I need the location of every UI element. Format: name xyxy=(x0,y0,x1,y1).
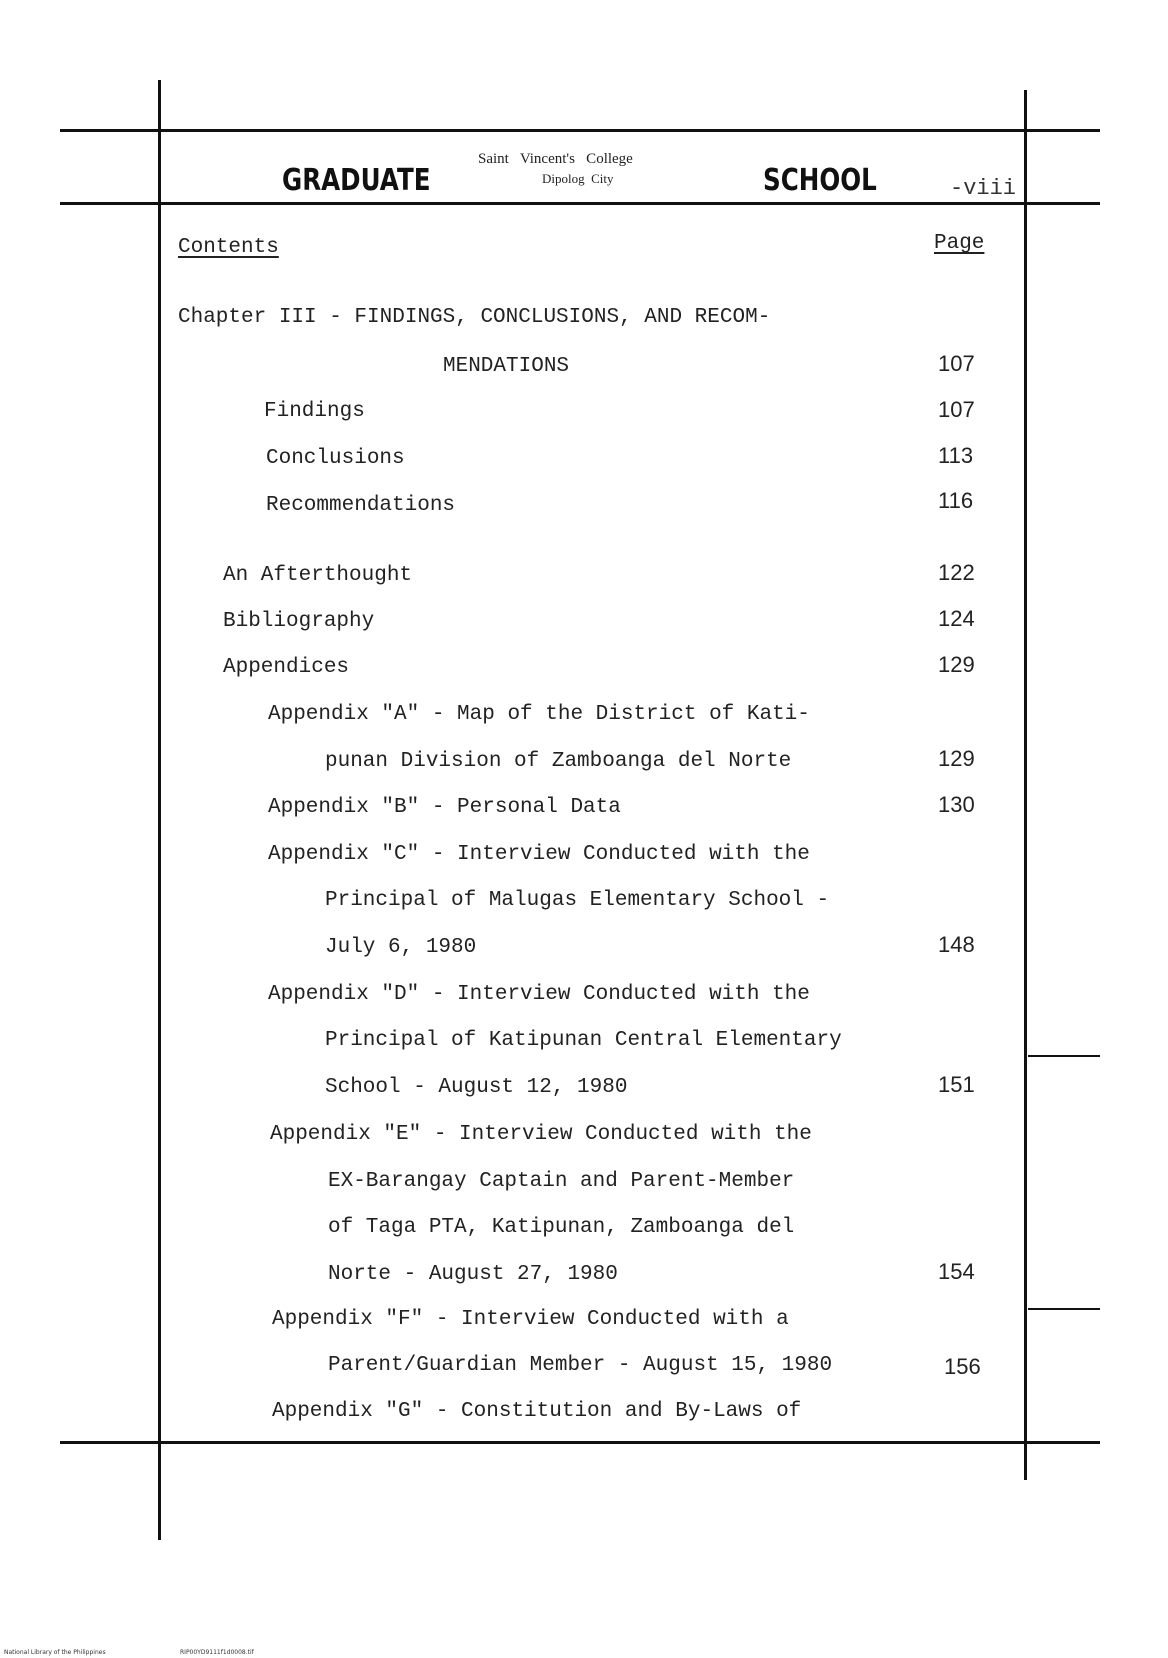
toc-entry: Conclusions xyxy=(266,447,405,470)
toc-page-number: 107 xyxy=(938,351,975,376)
toc-entry: Bibliography xyxy=(223,610,375,633)
toc-entry: School - August 12, 1980 xyxy=(325,1076,628,1099)
toc-entry: An Afterthought xyxy=(223,564,413,587)
header-college-name: Saint Vincent's College xyxy=(478,151,633,167)
frame-top-rule xyxy=(60,129,1100,132)
frame-right-rule xyxy=(1024,90,1027,1480)
toc-page-number: 124 xyxy=(938,606,975,631)
toc-entry: of Taga PTA, Katipunan, Zamboanga del xyxy=(328,1216,795,1239)
toc-page-number: 130 xyxy=(938,792,975,817)
header-bottom-rule xyxy=(60,202,1100,205)
toc-page-number: 148 xyxy=(938,932,975,957)
toc-page-number: 154 xyxy=(938,1259,975,1284)
toc-page-number: 122 xyxy=(938,560,975,585)
toc-entry: Recommendations xyxy=(266,494,456,517)
toc-entry: July 6, 1980 xyxy=(325,936,477,959)
footer-library: National Library of the Philippines xyxy=(4,1649,106,1656)
header-graduate: GRADUATE xyxy=(282,163,431,198)
frame-bottom-rule xyxy=(60,1441,1100,1444)
footer-filename: RIP00YD9111f1d0008.tif xyxy=(180,1649,254,1656)
toc-entry: MENDATIONS xyxy=(443,355,570,378)
header-school: SCHOOL xyxy=(763,163,877,198)
margin-tick-1 xyxy=(1028,1055,1100,1057)
margin-tick-2 xyxy=(1028,1308,1100,1310)
header-college-city: Dipolog City xyxy=(542,171,614,186)
toc-page-number: 129 xyxy=(938,746,975,771)
toc-entry: Appendix "G" - Constitution and By-Laws of xyxy=(272,1400,802,1423)
toc-entry: EX-Barangay Captain and Parent-Member xyxy=(328,1170,795,1193)
toc-page-number: 129 xyxy=(938,652,975,677)
toc-page-number: 156 xyxy=(944,1354,981,1379)
toc-entry: Appendices xyxy=(223,656,350,679)
page-heading: Page xyxy=(934,232,985,255)
toc-entry: Principal of Malugas Elementary School - xyxy=(325,889,830,912)
toc-entry: Appendix "E" - Interview Conducted with the xyxy=(270,1123,812,1146)
toc-entry: Chapter III - FINDINGS, CONCLUSIONS, AND RECOM- xyxy=(178,306,771,329)
toc-page-number: 107 xyxy=(938,397,975,422)
toc-entry: Norte - August 27, 1980 xyxy=(328,1263,618,1286)
toc-entry: Appendix "C" - Interview Conducted with the xyxy=(268,843,810,866)
frame-left-rule xyxy=(158,80,161,1540)
toc-entry: Findings xyxy=(264,400,365,423)
toc-page-number: 151 xyxy=(938,1072,975,1097)
toc-entry: Appendix "F" - Interview Conducted with a xyxy=(272,1308,789,1331)
contents-heading: Contents xyxy=(178,236,279,259)
toc-entry: punan Division of Zamboanga del Norte xyxy=(325,750,792,773)
toc-entry: Principal of Katipunan Central Elementary xyxy=(325,1029,842,1052)
toc-page-number: 113 xyxy=(938,443,974,468)
toc-page-number: 116 xyxy=(938,488,974,513)
toc-entry: Appendix "B" - Personal Data xyxy=(268,796,621,819)
toc-entry: Parent/Guardian Member - August 15, 1980 xyxy=(328,1354,833,1377)
toc-entry: Appendix "A" - Map of the District of Kati- xyxy=(268,703,810,726)
toc-entry: Appendix "D" - Interview Conducted with the xyxy=(268,983,810,1006)
page-number: -viii xyxy=(950,176,1017,201)
